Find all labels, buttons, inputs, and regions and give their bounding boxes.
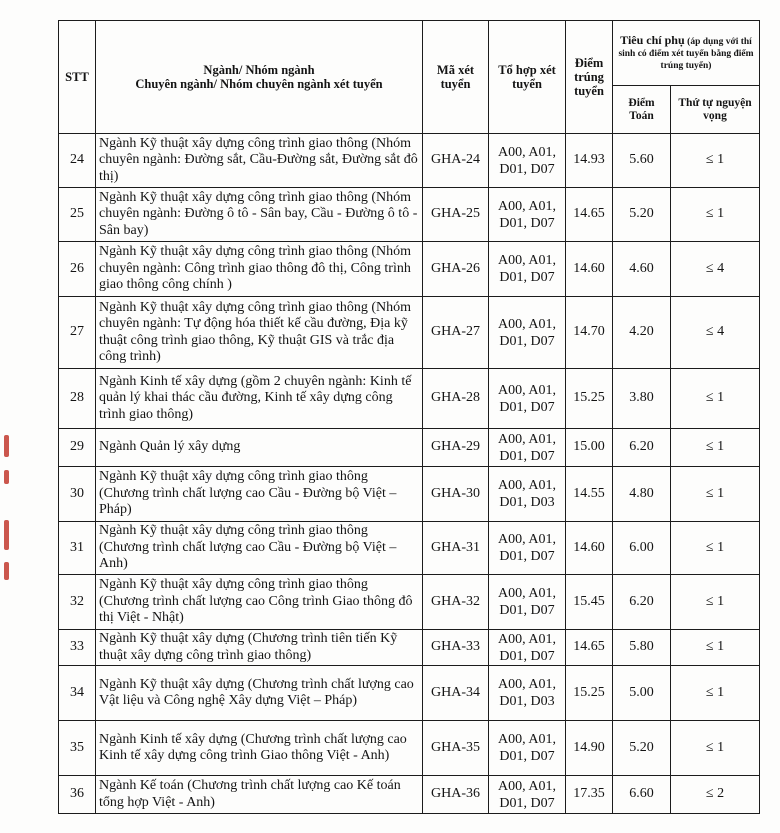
table-row xyxy=(59,297,760,369)
margin-ink-mark xyxy=(4,520,9,550)
combo-line: A00, A01, xyxy=(498,144,556,160)
cell-major: Ngành Kỹ thuật xây dựng công trình giao thông (Nhóm chuyên ngành: Công trình giao thông đô thị, Công trình giao thông công chính ) xyxy=(96,242,423,297)
header-row xyxy=(59,21,760,86)
cell-stt: 34 xyxy=(59,666,96,721)
cell-score: 15.45 xyxy=(566,575,613,630)
combo-line: D01, D07 xyxy=(499,648,555,664)
combo-line: A00, A01, xyxy=(498,778,556,794)
table-row xyxy=(59,429,760,467)
header-major-line1: Ngành/ Nhóm ngành xyxy=(203,63,315,77)
cell-code: GHA-30 xyxy=(423,467,489,522)
cell-major: Ngành Kỹ thuật xây dựng (Chương trình chất lượng cao Vật liệu và Công nghệ Xây dựng Việt – Pháp) xyxy=(96,666,423,721)
combo-line: D01, D03 xyxy=(499,694,555,709)
table-row xyxy=(59,134,760,188)
cell-stt: 33 xyxy=(59,630,96,666)
margin-ink-mark xyxy=(4,470,9,484)
header-stt: STT xyxy=(59,21,96,134)
cell-combo xyxy=(489,242,566,297)
table-row xyxy=(59,369,760,429)
cell-code: GHA-35 xyxy=(423,721,489,776)
combo-line: A00, A01, xyxy=(498,253,556,268)
cell-score: 15.25 xyxy=(566,666,613,721)
cell-priority: ≤ 1 xyxy=(671,721,760,776)
cell-stt: 32 xyxy=(59,575,96,630)
cell-score: 14.65 xyxy=(566,188,613,242)
cell-stt: 30 xyxy=(59,467,96,522)
combo-line: A00, A01, xyxy=(498,732,556,747)
cell-major: Ngành Kỹ thuật xây dựng công trình giao thông (Chương trình chất lượng cao Cầu - Đường bộ Việt – Pháp) xyxy=(96,467,423,522)
margin-ink-mark xyxy=(4,435,9,457)
cell-priority: ≤ 1 xyxy=(671,575,760,630)
cell-stt: 29 xyxy=(59,429,96,467)
cell-math: 5.20 xyxy=(613,721,671,776)
cell-code: GHA-25 xyxy=(423,188,489,242)
header-major-line2: Chuyên ngành/ Nhóm chuyên ngành xét tuyển xyxy=(135,77,383,91)
header-combo: Tổ hợp xét tuyển xyxy=(489,21,566,134)
table-row xyxy=(59,666,760,721)
cell-math: 6.60 xyxy=(613,776,671,814)
cell-priority: ≤ 4 xyxy=(671,242,760,297)
combo-line: A00, A01, xyxy=(498,316,556,332)
cell-score: 15.25 xyxy=(566,369,613,429)
cell-priority: ≤ 1 xyxy=(671,369,760,429)
cell-priority: ≤ 1 xyxy=(671,522,760,575)
cell-priority: ≤ 4 xyxy=(671,297,760,369)
cell-score: 14.60 xyxy=(566,522,613,575)
combo-line: D01, D07 xyxy=(499,215,555,231)
cell-combo xyxy=(489,188,566,242)
cell-math: 6.20 xyxy=(613,575,671,630)
cell-stt: 31 xyxy=(59,522,96,575)
margin-ink-mark xyxy=(4,562,9,580)
cell-priority: ≤ 1 xyxy=(671,429,760,467)
cell-code: GHA-33 xyxy=(423,630,489,666)
cell-math: 4.20 xyxy=(613,297,671,369)
cell-code: GHA-28 xyxy=(423,369,489,429)
combo-line: D01, D07 xyxy=(499,549,555,564)
cell-math: 5.20 xyxy=(613,188,671,242)
cell-code: GHA-36 xyxy=(423,776,489,814)
cell-major: Ngành Quản lý xây dựng xyxy=(96,429,423,467)
combo-line: D01, D07 xyxy=(499,161,555,177)
combo-line: A00, A01, xyxy=(498,382,556,398)
table-row xyxy=(59,630,760,666)
combo-line: A00, A01, xyxy=(498,532,556,547)
header-score: Điểm trúng tuyển xyxy=(566,21,613,134)
cell-major: Ngành Kinh tế xây dựng (Chương trình chất lượng cao Kinh tế xây dựng công trình Giao thông Việt - Anh) xyxy=(96,721,423,776)
combo-line: A00, A01, xyxy=(498,198,556,214)
cell-math: 5.00 xyxy=(613,666,671,721)
cell-math: 4.80 xyxy=(613,467,671,522)
cell-code: GHA-32 xyxy=(423,575,489,630)
table-row xyxy=(59,721,760,776)
cell-score: 14.93 xyxy=(566,134,613,188)
cell-priority: ≤ 2 xyxy=(671,776,760,814)
cell-code: GHA-26 xyxy=(423,242,489,297)
header-criteria-note: (áp dụng với thí sinh có điểm xét tuyển bằng điểm trúng tuyển) xyxy=(618,36,754,71)
cell-code: GHA-24 xyxy=(423,134,489,188)
cell-score: 17.35 xyxy=(566,776,613,814)
cell-priority: ≤ 1 xyxy=(671,134,760,188)
combo-line: D01, D07 xyxy=(499,749,555,764)
cell-combo xyxy=(489,297,566,369)
table-row xyxy=(59,188,760,242)
cell-major: Ngành Kỹ thuật xây dựng công trình giao thông (Chương trình chất lượng cao Cầu - Đường bộ Việt – Anh) xyxy=(96,522,423,575)
cell-priority: ≤ 1 xyxy=(671,467,760,522)
cell-combo xyxy=(489,429,566,467)
cell-major: Ngành Kế toán (Chương trình chất lượng cao Kế toán tổng hợp Việt - Anh) xyxy=(96,776,423,814)
cell-code: GHA-29 xyxy=(423,429,489,467)
cell-combo xyxy=(489,522,566,575)
cell-stt: 36 xyxy=(59,776,96,814)
header-math: Điểm Toán xyxy=(613,86,671,134)
cell-combo xyxy=(489,467,566,522)
header-code: Mã xét tuyển xyxy=(423,21,489,134)
cell-math: 5.60 xyxy=(613,134,671,188)
cell-math: 5.80 xyxy=(613,630,671,666)
cell-major: Ngành Kỹ thuật xây dựng công trình giao thông (Nhóm chuyên ngành: Đường sắt, Cầu-Đường sắt, Đường sắt đô thị) xyxy=(96,134,423,188)
cell-math: 6.00 xyxy=(613,522,671,575)
cell-priority: ≤ 1 xyxy=(671,630,760,666)
table-row xyxy=(59,467,760,522)
combo-line: D01, D07 xyxy=(499,333,555,349)
cell-math: 6.20 xyxy=(613,429,671,467)
combo-line: D01, D07 xyxy=(499,399,555,415)
table-row xyxy=(59,522,760,575)
cell-major: Ngành Kỹ thuật xây dựng công trình giao thông (Nhóm chuyên ngành: Tự động hóa thiết kế cầu đường, Địa kỹ thuật công trình giao thông, Kỹ thuật GIS và trắc địa công trình) xyxy=(96,297,423,369)
cell-score: 14.55 xyxy=(566,467,613,522)
cell-code: GHA-27 xyxy=(423,297,489,369)
combo-line: A00, A01, xyxy=(498,677,556,692)
cell-major: Ngành Kỹ thuật xây dựng công trình giao thông (Chương trình chất lượng cao Công trình Giao thông đô thị Việt - Nhật) xyxy=(96,575,423,630)
cell-math: 3.80 xyxy=(613,369,671,429)
combo-line: D01, D07 xyxy=(499,270,555,285)
combo-line: D01, D07 xyxy=(499,795,555,811)
cell-combo xyxy=(489,630,566,666)
table-body xyxy=(59,134,760,814)
cell-score: 14.70 xyxy=(566,297,613,369)
cell-stt: 27 xyxy=(59,297,96,369)
cell-combo xyxy=(489,721,566,776)
cell-score: 14.65 xyxy=(566,630,613,666)
cell-combo xyxy=(489,575,566,630)
cell-combo xyxy=(489,776,566,814)
cell-code: GHA-31 xyxy=(423,522,489,575)
cell-combo xyxy=(489,666,566,721)
cell-major: Ngành Kỹ thuật xây dựng công trình giao thông (Nhóm chuyên ngành: Đường ô tô - Sân bay, Cầu - Đường ô tô - Sân bay) xyxy=(96,188,423,242)
header-major xyxy=(96,21,423,134)
cell-stt: 25 xyxy=(59,188,96,242)
cell-score: 14.60 xyxy=(566,242,613,297)
cell-score: 15.00 xyxy=(566,429,613,467)
combo-line: A00, A01, xyxy=(498,631,556,647)
admission-scores-table xyxy=(58,20,760,814)
table-row xyxy=(59,575,760,630)
header-criteria xyxy=(613,21,760,86)
combo-line: A00, A01, xyxy=(498,431,556,447)
cell-combo xyxy=(489,134,566,188)
header-criteria-title: Tiêu chí phụ xyxy=(620,32,685,47)
combo-line: D01, D07 xyxy=(499,603,555,618)
cell-priority: ≤ 1 xyxy=(671,666,760,721)
combo-line: D01, D07 xyxy=(499,448,555,464)
cell-priority: ≤ 1 xyxy=(671,188,760,242)
cell-stt: 26 xyxy=(59,242,96,297)
combo-line: A00, A01, xyxy=(498,478,556,493)
header-priority: Thứ tự nguyện vọng xyxy=(671,86,760,134)
cell-stt: 28 xyxy=(59,369,96,429)
cell-stt: 35 xyxy=(59,721,96,776)
combo-line: D01, D03 xyxy=(499,495,555,510)
table-row xyxy=(59,242,760,297)
cell-major: Ngành Kinh tế xây dựng (gồm 2 chuyên ngành: Kinh tế quản lý khai thác cầu đường, Kinh tế xây dựng công trình giao thông) xyxy=(96,369,423,429)
cell-combo xyxy=(489,369,566,429)
cell-major: Ngành Kỹ thuật xây dựng (Chương trình tiên tiến Kỹ thuật xây dựng công trình giao thông) xyxy=(96,630,423,666)
cell-stt: 24 xyxy=(59,134,96,188)
table-row xyxy=(59,776,760,814)
cell-code: GHA-34 xyxy=(423,666,489,721)
cell-math: 4.60 xyxy=(613,242,671,297)
cell-score: 14.90 xyxy=(566,721,613,776)
combo-line: A00, A01, xyxy=(498,586,556,601)
